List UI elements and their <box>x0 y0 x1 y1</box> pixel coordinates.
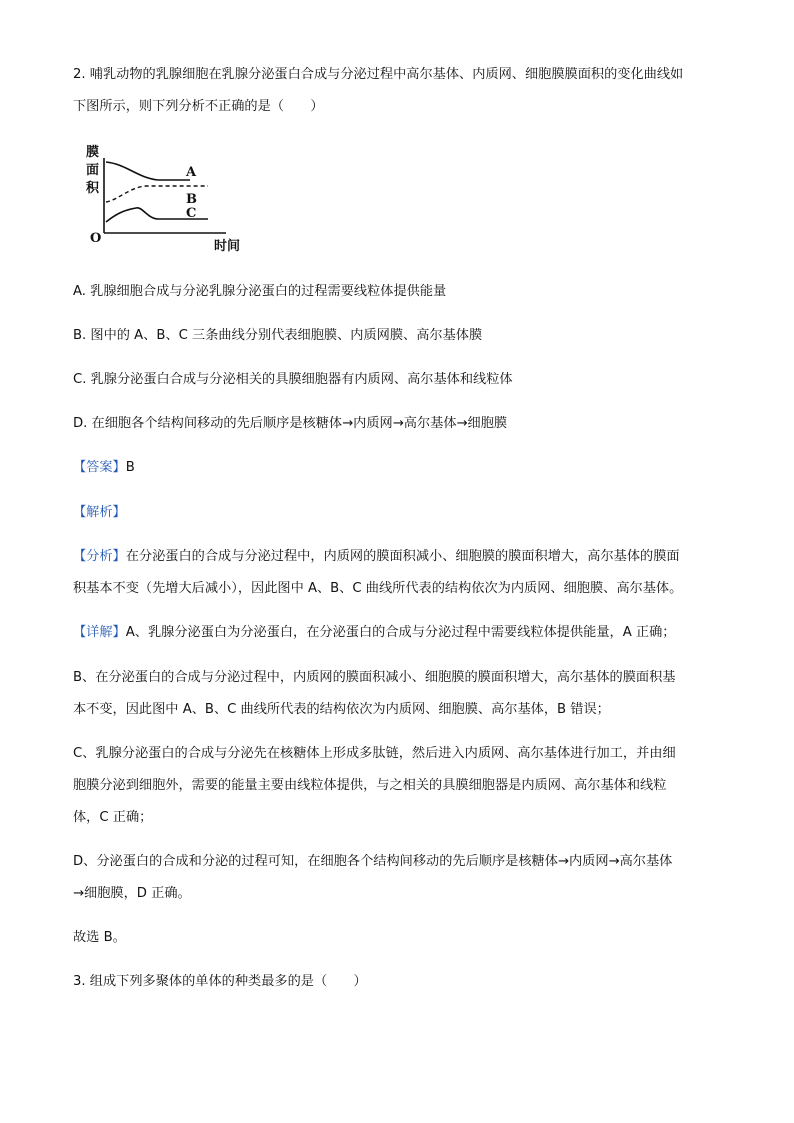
xiangjie-line-c2: 胞膜分泌到细胞外，需要的能量主要由线粒体提供，与之相关的具膜细胞器是内质网、高尔基体和线粒 <box>73 778 667 793</box>
xiangjie-line-d2: →细胞膜，D 正确。 <box>73 886 191 901</box>
conclusion-line: 故选 B。 <box>73 930 126 945</box>
answer-label: 【答案】 <box>73 460 126 475</box>
analysis-line <box>73 504 126 522</box>
fenxi-line1 <box>73 548 680 566</box>
curve-c-label: C <box>186 206 197 221</box>
xiangjie-line-d1: D、分泌蛋白的合成和分泌的过程可知，在细胞各个结构间移动的先后顺序是核糖体→内质网→高尔基体 <box>73 854 673 869</box>
xiangjie-line-b1: B、在分泌蛋白的合成与分泌过程中，内质网的膜面积减小、细胞膜的膜面积增大，高尔基体的膜面积基 <box>73 670 676 685</box>
answer-value: B <box>125 460 135 475</box>
xiangjie-text-a: A、乳腺分泌蛋白为分泌蛋白，在分泌蛋白的合成与分泌过程中需要线粒体提供能量，A 正确； <box>125 625 676 640</box>
question3-stem: 3. 组成下列多聚体的单体的种类最多的是（ ） <box>73 974 367 989</box>
option-c: C. 乳腺分泌蛋白合成与分泌相关的具膜细胞器有内质网、高尔基体和线粒体 <box>73 372 513 387</box>
analysis-label: 【解析】 <box>73 505 126 520</box>
xiangjie-line-a <box>73 624 675 642</box>
membrane-area-figure <box>86 140 256 255</box>
curve-a <box>106 162 190 180</box>
y-axis-label-char-3: 积 <box>86 181 100 196</box>
x-axis-label: 时间 <box>214 239 241 254</box>
option-a: A. 乳腺细胞合成与分泌乳腺分泌蛋白的过程需要线粒体提供能量 <box>73 284 447 299</box>
xiangjie-label: 【详解】 <box>73 625 126 640</box>
fenxi-text1: 在分泌蛋白的合成与分泌过程中，内质网的膜面积减小、细胞膜的膜面积增大，高尔基体的膜面 <box>125 549 680 564</box>
question2-stem-line2: 下图所示，则下列分析不正确的是（ ） <box>73 99 324 114</box>
curve-b-label: B <box>186 192 197 207</box>
origin-label: O <box>90 231 102 246</box>
xiangjie-line-c3: 体，C 正确； <box>73 810 153 825</box>
fenxi-label: 【分析】 <box>73 549 126 564</box>
option-b: B. 图中的 A、B、C 三条曲线分别代表细胞膜、内质网膜、高尔基体膜 <box>73 328 483 343</box>
option-d: D. 在细胞各个结构间移动的先后顺序是核糖体→内质网→高尔基体→细胞膜 <box>73 416 508 431</box>
xiangjie-line-c1: C、乳腺分泌蛋白的合成与分泌先在核糖体上形成多肽链，然后进入内质网、高尔基体进行加工，并由细 <box>73 746 676 761</box>
y-axis-label-char-2: 面 <box>86 163 100 178</box>
fenxi-line2: 积基本不变（先增大后减小），因此图中 A、B、C 曲线所代表的结构依次为内质网、细胞膜、高尔基体。 <box>73 581 683 596</box>
question2-stem-line1: 2. 哺乳动物的乳腺细胞在乳腺分泌蛋白合成与分泌过程中高尔基体、内质网、细胞膜膜面积的变化曲线如 <box>73 67 684 82</box>
xiangjie-line-b2: 本不变，因此图中 A、B、C 曲线所代表的结构依次为内质网、细胞膜、高尔基体，B 错误； <box>73 702 610 717</box>
membrane-area-graph <box>86 140 256 255</box>
answer-line <box>73 459 135 477</box>
curve-a-label: A <box>186 165 197 180</box>
y-axis-label-char-1: 膜 <box>86 145 100 160</box>
